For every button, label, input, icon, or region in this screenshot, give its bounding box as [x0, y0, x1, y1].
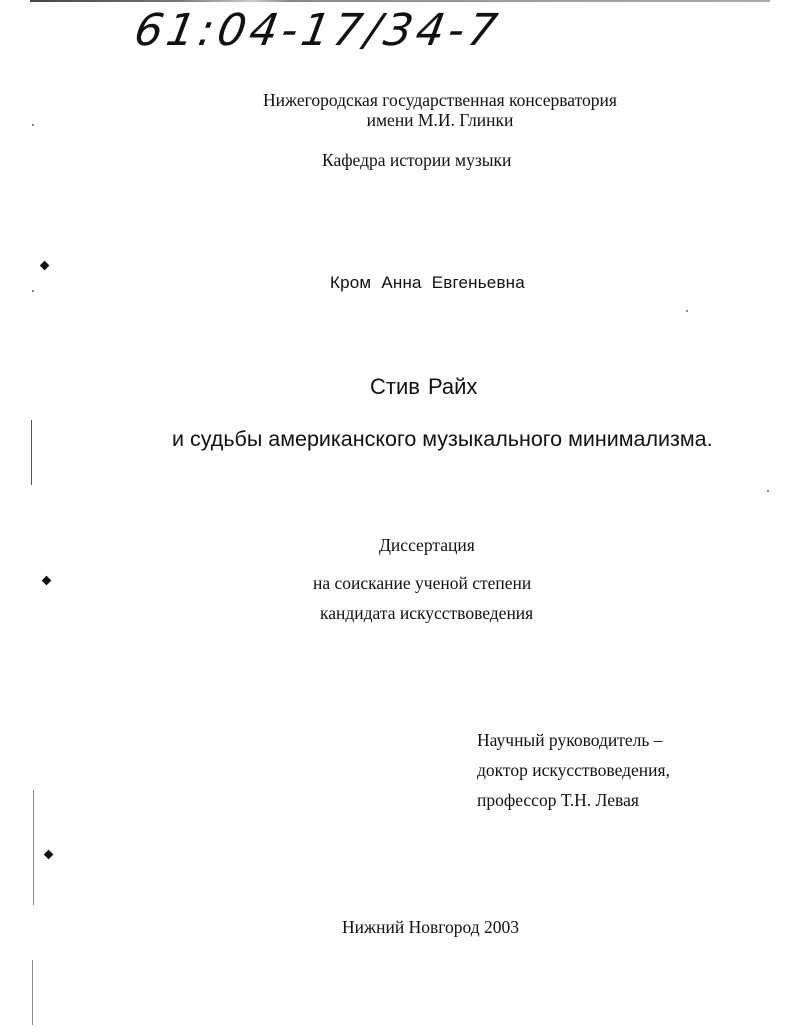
supervisor-line-2: доктор искусствоведения,	[477, 760, 670, 780]
institution-name	[255, 90, 625, 130]
supervisor-block	[477, 725, 670, 815]
institution-line-2: имени М.И. Глинки	[366, 110, 514, 130]
document-type: Диссертация	[379, 535, 475, 555]
title-word-1: Стив	[370, 374, 420, 399]
author-patronymic: Евгеньевна	[431, 273, 525, 292]
binding-mark-icon: ⬥	[42, 573, 52, 588]
author-surname: Кром	[330, 273, 372, 292]
title-line-1	[370, 374, 485, 400]
scan-edge-line	[32, 960, 33, 1025]
scan-speck	[32, 290, 34, 292]
supervisor-line-3: профессор Т.Н. Левая	[477, 790, 639, 810]
department-name: Кафедра истории музыки	[322, 150, 512, 170]
scan-top-edge	[30, 0, 770, 2]
binding-mark-icon: ⬥	[44, 847, 54, 862]
handwritten-catalog-code: 61:04-17/34-7	[130, 5, 505, 56]
scan-speck	[32, 124, 34, 126]
scan-speck	[686, 310, 688, 312]
binding-mark-icon: ⬥	[40, 258, 50, 273]
scan-edge-line	[31, 420, 32, 485]
author-first-name: Анна	[381, 273, 422, 292]
author-name	[330, 273, 535, 293]
degree-line-1: на соискание ученой степени	[313, 573, 532, 593]
scan-speck	[767, 490, 769, 492]
supervisor-line-1: Научный руководитель –	[477, 730, 663, 750]
degree-line-2: кандидата искусствоведения	[320, 603, 534, 623]
title-word-2: Райх	[427, 374, 478, 399]
scan-edge-line	[33, 790, 34, 905]
title-line-2: и судьбы американского музыкального минимализма.	[172, 427, 713, 451]
place-and-year: Нижний Новгород 2003	[342, 917, 519, 937]
institution-line-1: Нижегородская государственная консерватория	[263, 90, 617, 110]
